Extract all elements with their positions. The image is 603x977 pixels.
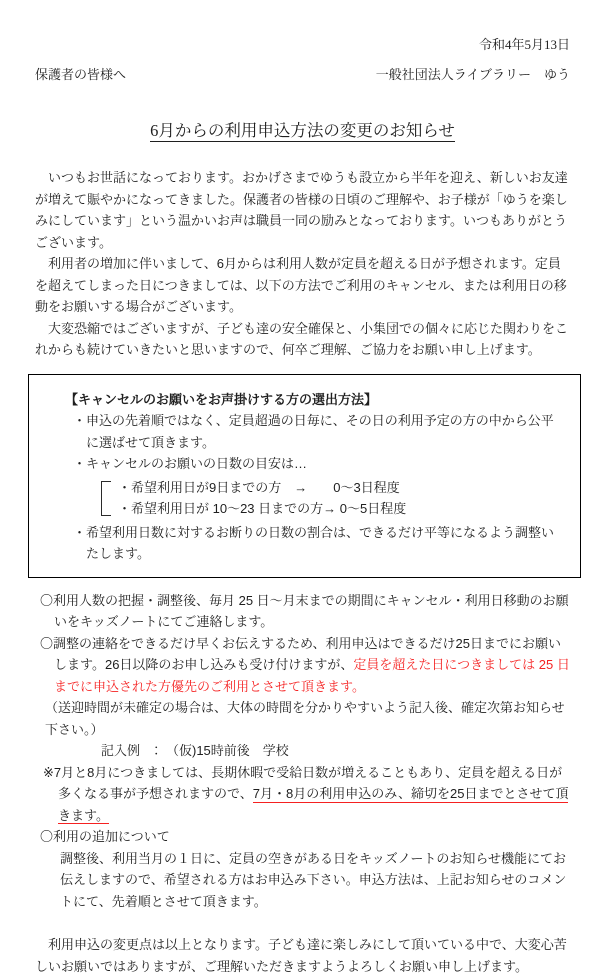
intro-section [35,167,570,361]
closing-paragraph: 利用申込の変更点は以上となります。子ども達に楽しみにして頂いている中で、大変心苦しいお願いではありますが、ご理解いただきますようよろしくお願い申し上げます。 [35,937,567,974]
page-title-text: 6月からの利用申込方法の変更のお知らせ [150,121,455,140]
additional-use-heading: 〇利用の追加について [40,829,170,844]
page-title [35,119,570,143]
procedure-item-deadline-25th [40,633,570,698]
recipient-line: 保護者の皆様へ [35,66,127,82]
range-line-2: ・希望利用日が 10～23 日までの方→ 0～5日程度 [118,501,407,516]
procedure-item-contact-via-kidsnote: 〇利用人数の把握・調整後、毎月 25 日～月末までの期間にキャンセル・利用日移動のお願いをキッズノートにてご連絡します。 [40,592,569,629]
intro-paragraph-1: いつもお世話になっております。おかげさまでゆうも設立から半年を迎え、新しいお友達が増えて賑やかになってきました。保護者の皆様の日頃のご理解や、お子様が「ゆうを楽しみにしています」という温かいお声は職員一同の励みとなっております。いつもありがとうございます。 [35,170,568,250]
box-bullet-days-guideline: ・キャンセルのお願いの日数の目安は… [73,456,308,471]
document-date: 令和4年5月13日 [478,37,570,52]
box-bullet-fair-selection: ・申込の先着順ではなく、定員超過の日毎に、その日の利用予定の方の中から公平に選ばせて頂きます。 [73,413,554,450]
days-range-group [101,477,566,520]
intro-paragraph-3: 大変恐縮ではございますが、子ども達の安全確保と、小集団での個々に応じた関わりをこれからも続けていきたいと思いますので、何卒ご理解、ご協力をお願い申し上げます。 [35,320,569,357]
box-heading: 【キャンセルのお願いをお声掛けする方の選出方法】 [65,391,378,407]
additional-use-body: 調整後、利用当月の１日に、定員の空きがある日をキッズノートのお知らせ機能にてお伝えしますので、希望される方はお申込み下さい。申込方法は、上記お知らせのコメントにて、先着順とさせて頂きます。 [60,850,567,909]
document-header-row [35,64,570,86]
cancel-selection-method-box [28,374,581,578]
days-range-lines [118,477,406,520]
procedure-item2-black-text: 〇調整の連絡をできるだけ早くお伝えするため、利用申込はできるだけ25日までにお願いします。26日以降のお申し込みも受け付けますが、 [40,635,561,672]
box-bullet-equal-ratio: ・希望利用日数に対するお断りの日数の割合は、できるだけ平等になるよう調整いたします。 [73,524,555,561]
pickup-time-note: （送迎時間が未確定の場合は、大体の時間を分かりやすいよう記入後、確定次第お知らせ下さい。） [45,700,565,737]
range-line-1: ・希望利用日が9日までの方 → 0～3日程度 [118,479,400,495]
organization-name: 一般社団法人ライブラリー ゆう [375,66,570,82]
procedures-section [35,590,570,913]
procedure-item2-red-text: 定員を超えた日につきましては 25 日までに申込された方優先のご利用とさせて頂きます。 [54,657,570,694]
july-august-note-black-text: ※7月と8月につきましては、長期休暇で受給日数が増えることもあり、定員を超える日が多くなる事が予想されますので、 [43,764,563,801]
intro-paragraph-2: 利用者の増加に伴いまして、6月からは利用人数が定員を超える日が予想されます。定員を超えてしまった日につきましては、以下の方法でご利用のキャンセル、または利用日の移動をお願いする場合がございます。 [35,256,567,314]
july-august-note [43,762,570,827]
entry-example: 記入例 ： （仮)15時前後 学校 [101,743,289,758]
july-august-note-underlined-text: 7月・8月の利用申込のみ、締切を25日までとさせて頂きます。 [58,786,569,823]
left-bracket-shape [101,481,111,516]
